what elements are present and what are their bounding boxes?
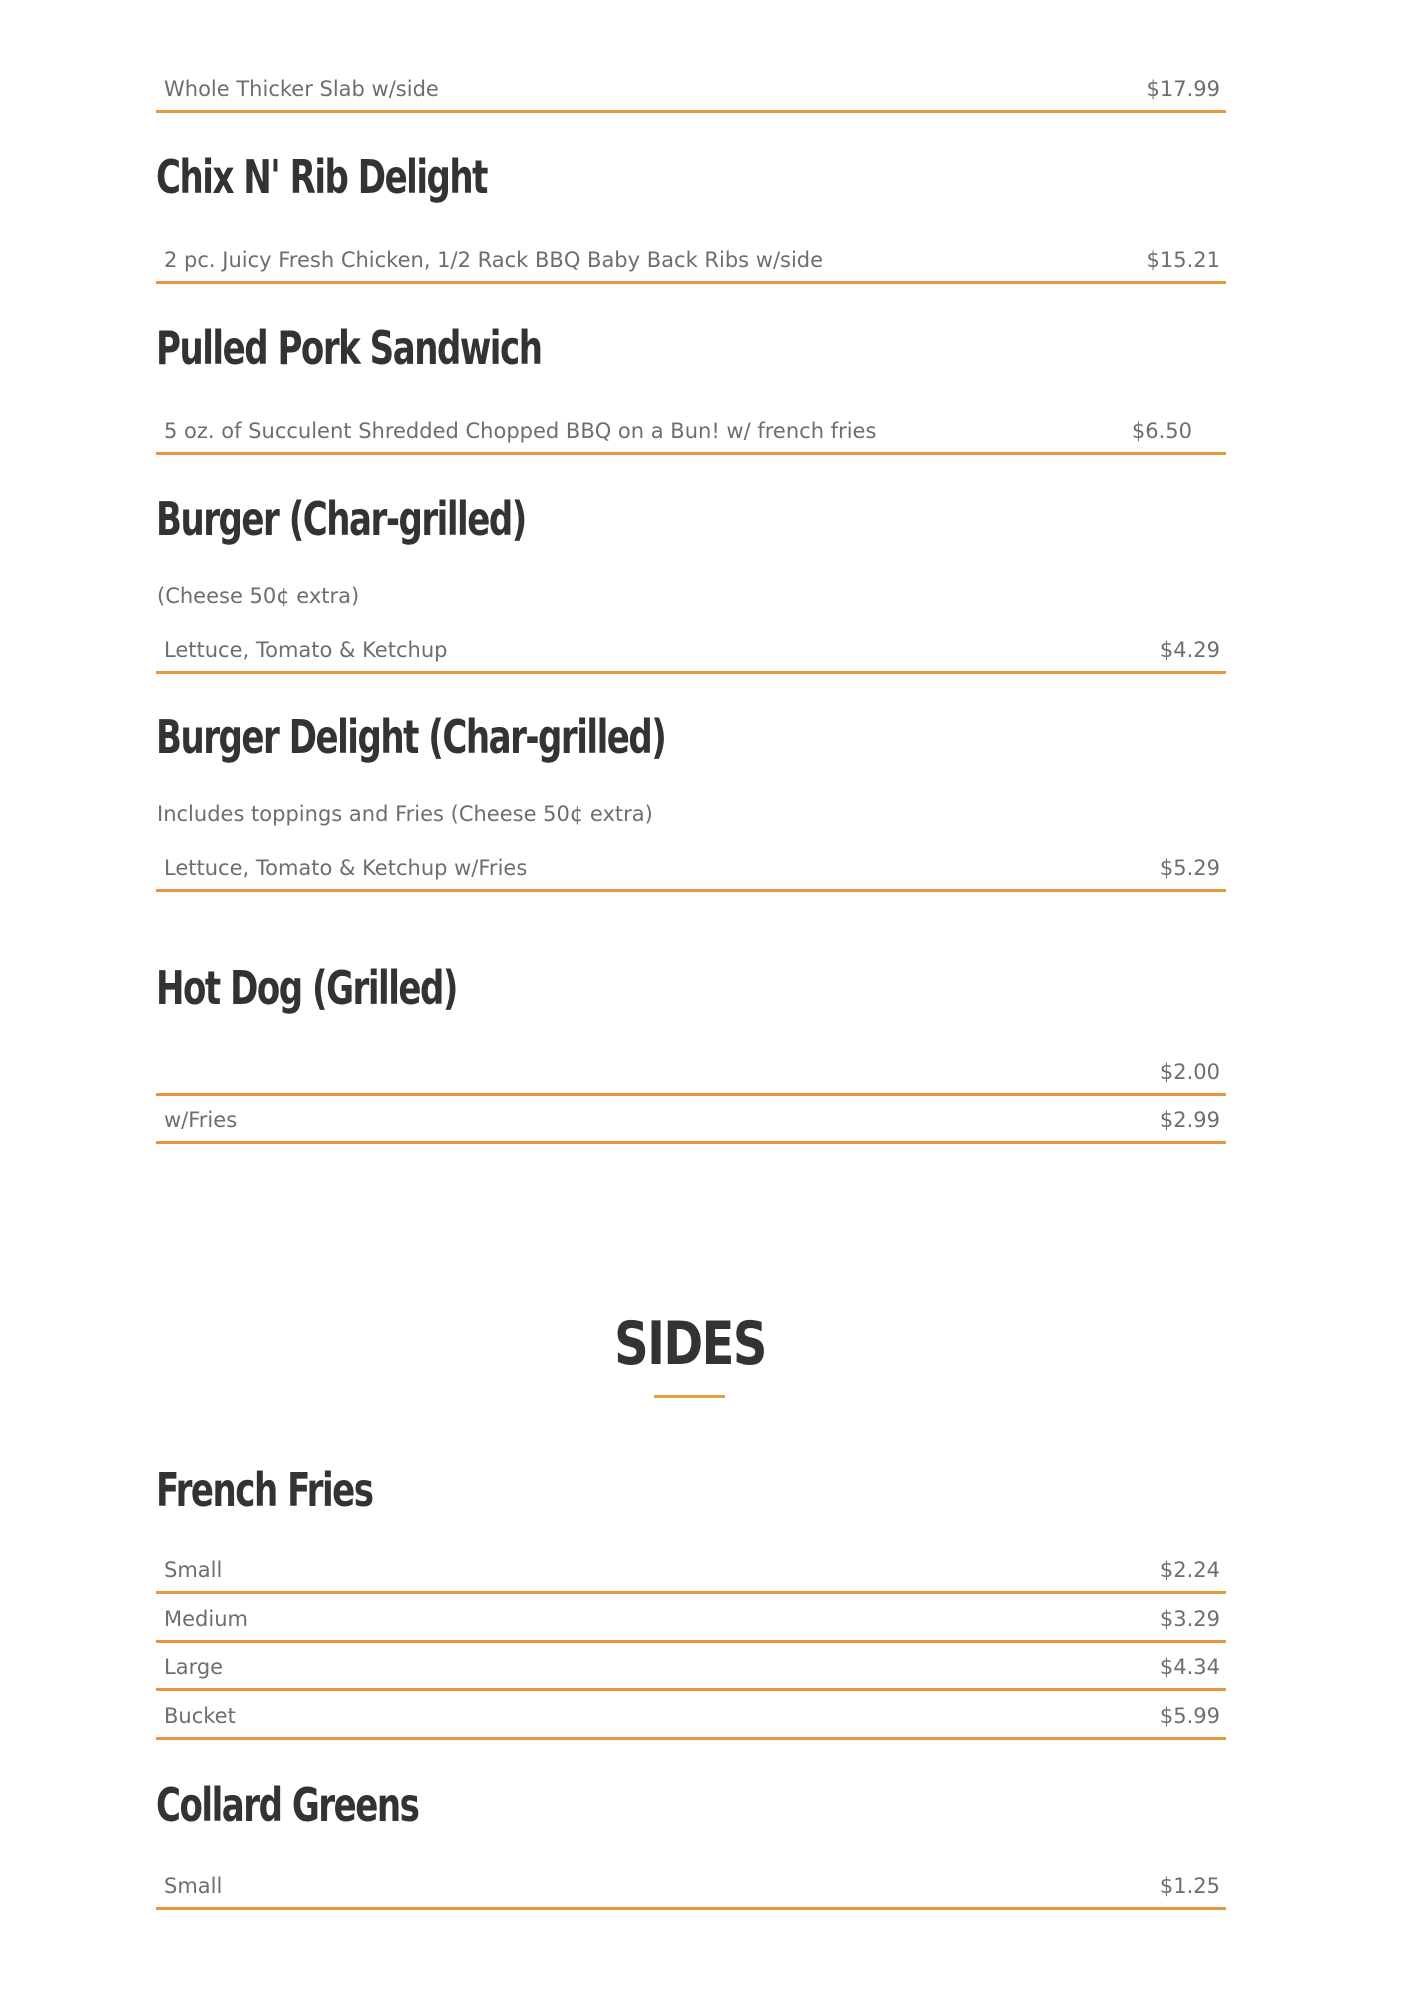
menu-row — [156, 630, 1226, 674]
item-label: Large — [164, 1655, 224, 1679]
menu-row — [156, 1866, 1226, 1910]
menu-row — [156, 1696, 1226, 1740]
item-heading-collard-greens: Collard Greens — [156, 1778, 419, 1832]
item-label: Whole Thicker Slab w/side — [164, 77, 439, 101]
item-heading-pulled-pork-sandwich: Pulled Pork Sandwich — [156, 321, 542, 375]
menu-row — [156, 848, 1226, 892]
item-heading-chix-n-rib-delight: Chix N' Rib Delight — [156, 150, 487, 204]
menu-row — [156, 1100, 1226, 1144]
item-label: 5 oz. of Succulent Shredded Chopped BBQ on a Bun! w/ french fries — [164, 419, 877, 443]
item-price: $1.25 — [1159, 1874, 1220, 1898]
menu-row — [156, 1599, 1226, 1643]
item-label: w/Fries — [164, 1108, 238, 1132]
item-price: $4.29 — [1159, 638, 1220, 662]
menu-row — [156, 240, 1226, 284]
item-price: $2.99 — [1159, 1108, 1220, 1132]
menu-row-whole-slab — [156, 69, 1226, 113]
item-price: $6.50 — [1131, 419, 1192, 443]
item-heading-burger-delight: Burger Delight (Char-grilled) — [156, 710, 666, 764]
item-price: $5.29 — [1159, 856, 1220, 880]
item-price: $2.24 — [1159, 1558, 1220, 1582]
item-heading-french-fries: French Fries — [156, 1463, 373, 1517]
item-label: Bucket — [164, 1704, 236, 1728]
item-label: Medium — [164, 1607, 248, 1631]
item-label: Small — [164, 1558, 223, 1582]
item-price: $17.99 — [1146, 77, 1220, 101]
menu-row — [156, 1550, 1226, 1594]
menu-row — [156, 1052, 1226, 1096]
section-divider — [654, 1395, 725, 1398]
item-label: Lettuce, Tomato & Ketchup w/Fries — [164, 856, 528, 880]
menu-row — [156, 411, 1226, 455]
section-title-sides: SIDES — [614, 1309, 766, 1379]
item-heading-burger: Burger (Char-grilled) — [156, 492, 526, 546]
item-price: $5.99 — [1159, 1704, 1220, 1728]
item-label: Lettuce, Tomato & Ketchup — [164, 638, 448, 662]
item-price: $3.29 — [1159, 1607, 1220, 1631]
item-note: Includes toppings and Fries (Cheese 50¢ extra) — [157, 802, 653, 826]
item-label: Small — [164, 1874, 223, 1898]
item-note: (Cheese 50¢ extra) — [157, 584, 360, 608]
item-heading-hot-dog: Hot Dog (Grilled) — [156, 961, 458, 1015]
menu-row — [156, 1647, 1226, 1691]
item-price: $2.00 — [1159, 1060, 1220, 1084]
item-price: $4.34 — [1159, 1655, 1220, 1679]
item-label: 2 pc. Juicy Fresh Chicken, 1/2 Rack BBQ Baby Back Ribs w/side — [164, 248, 824, 272]
item-price: $15.21 — [1146, 248, 1220, 272]
